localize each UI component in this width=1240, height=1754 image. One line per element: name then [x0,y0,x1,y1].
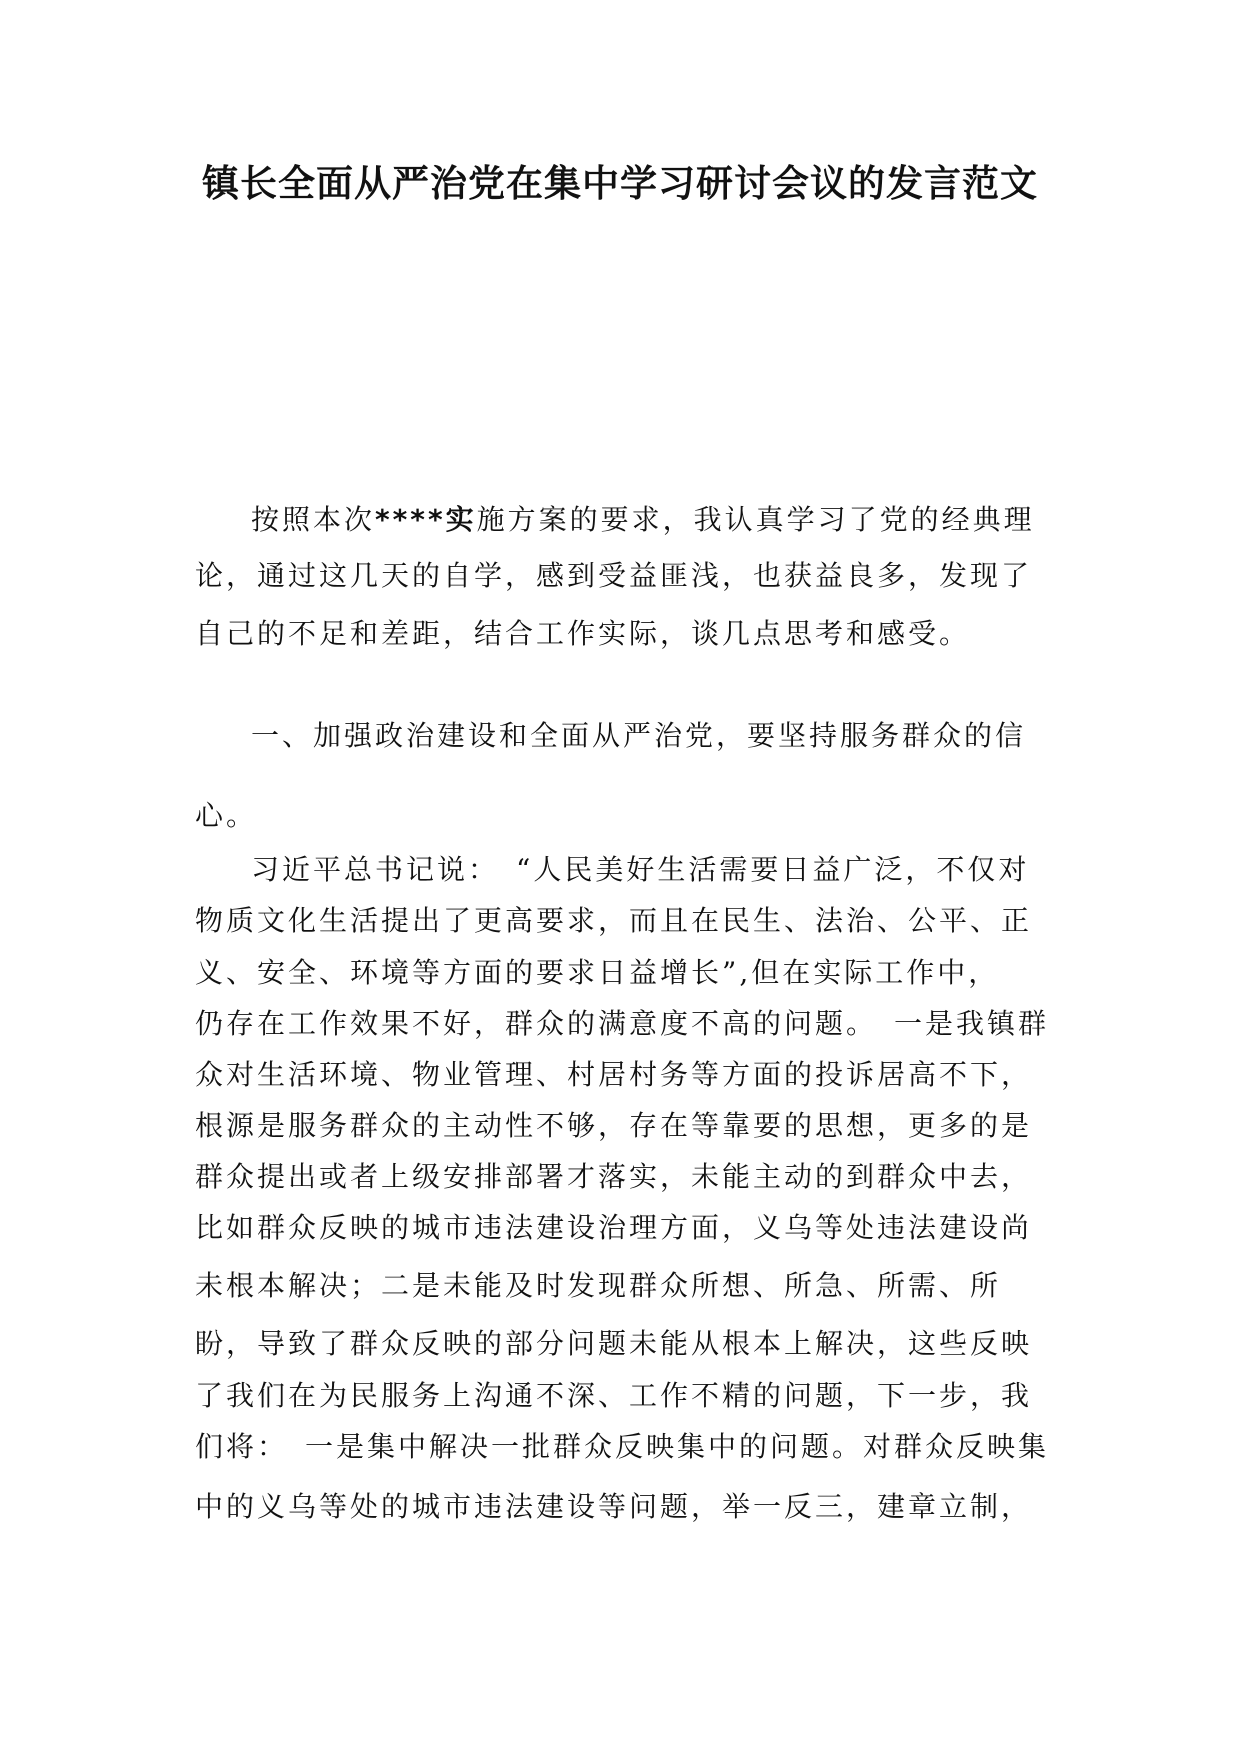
body-line-13: 中的义乌等处的城市违法建设等问题，举一反三，建章立制， [195,1490,1033,1523]
document-title: 镇长全面从严治党在集中学习研讨会议的发言范文 [202,162,1038,205]
body-line-11: 了我们在为民服务上沟通不深、工作不精的问题，下一步，我 [195,1379,1033,1412]
section-1-heading-line-2: 心。 [195,799,258,832]
body-line-2: 物质文化生活提出了更高要求，而且在民生、法治、公平、正 [195,904,1033,937]
body-line-7: 群众提出或者上级安排部署才落实，未能主动的到群众中去， [195,1160,1033,1193]
intro-text-end: 施方案的要求，我认真学习了党的经典理 [476,503,1035,536]
body-line-3: 义、安全、环境等方面的要求日益增长”,但在实际工作中， [195,956,1000,989]
section-1-heading-line-1: 一、加强政治建设和全面从严治党，要坚持服务群众的信 [251,719,1027,752]
body-line-8: 比如群众反映的城市违法建设治理方面，义乌等处违法建设尚 [195,1211,1033,1244]
body-line-10: 盼，导致了群众反映的部分问题未能从根本上解决，这些反映 [195,1327,1033,1360]
body-paragraph [195,850,1050,1730]
intro-paragraph [195,500,1035,660]
section-1-heading [195,716,1035,856]
intro-text-bold: ****实 [375,503,477,536]
body-line-6: 根源是服务群众的主动性不够，存在等靠要的思想，更多的是 [195,1109,1033,1142]
body-line-12: 们将： 一是集中解决一批群众反映集中的问题。对群众反映集 [195,1430,1050,1463]
intro-line-3: 自己的不足和差距，结合工作实际，谈几点思考和感受。 [195,617,971,650]
intro-line-1 [251,500,1035,540]
body-line-9: 未根本解决；二是未能及时发现群众所想、所急、所需、所 [195,1269,1002,1302]
intro-line-2: 论，通过这几天的自学，感到受益匪浅，也获益良多，发现了 [195,559,1033,592]
body-line-4: 仍存在工作效果不好，群众的满意度不高的问题。 一是我镇群 [195,1007,1050,1040]
body-line-1: 习近平总书记说： “人民美好生活需要日益广泛，不仅对 [251,853,1030,886]
body-line-5: 众对生活环境、物业管理、村居村务等方面的投诉居高不下， [195,1058,1033,1091]
intro-text-start: 按照本次 [251,503,376,536]
